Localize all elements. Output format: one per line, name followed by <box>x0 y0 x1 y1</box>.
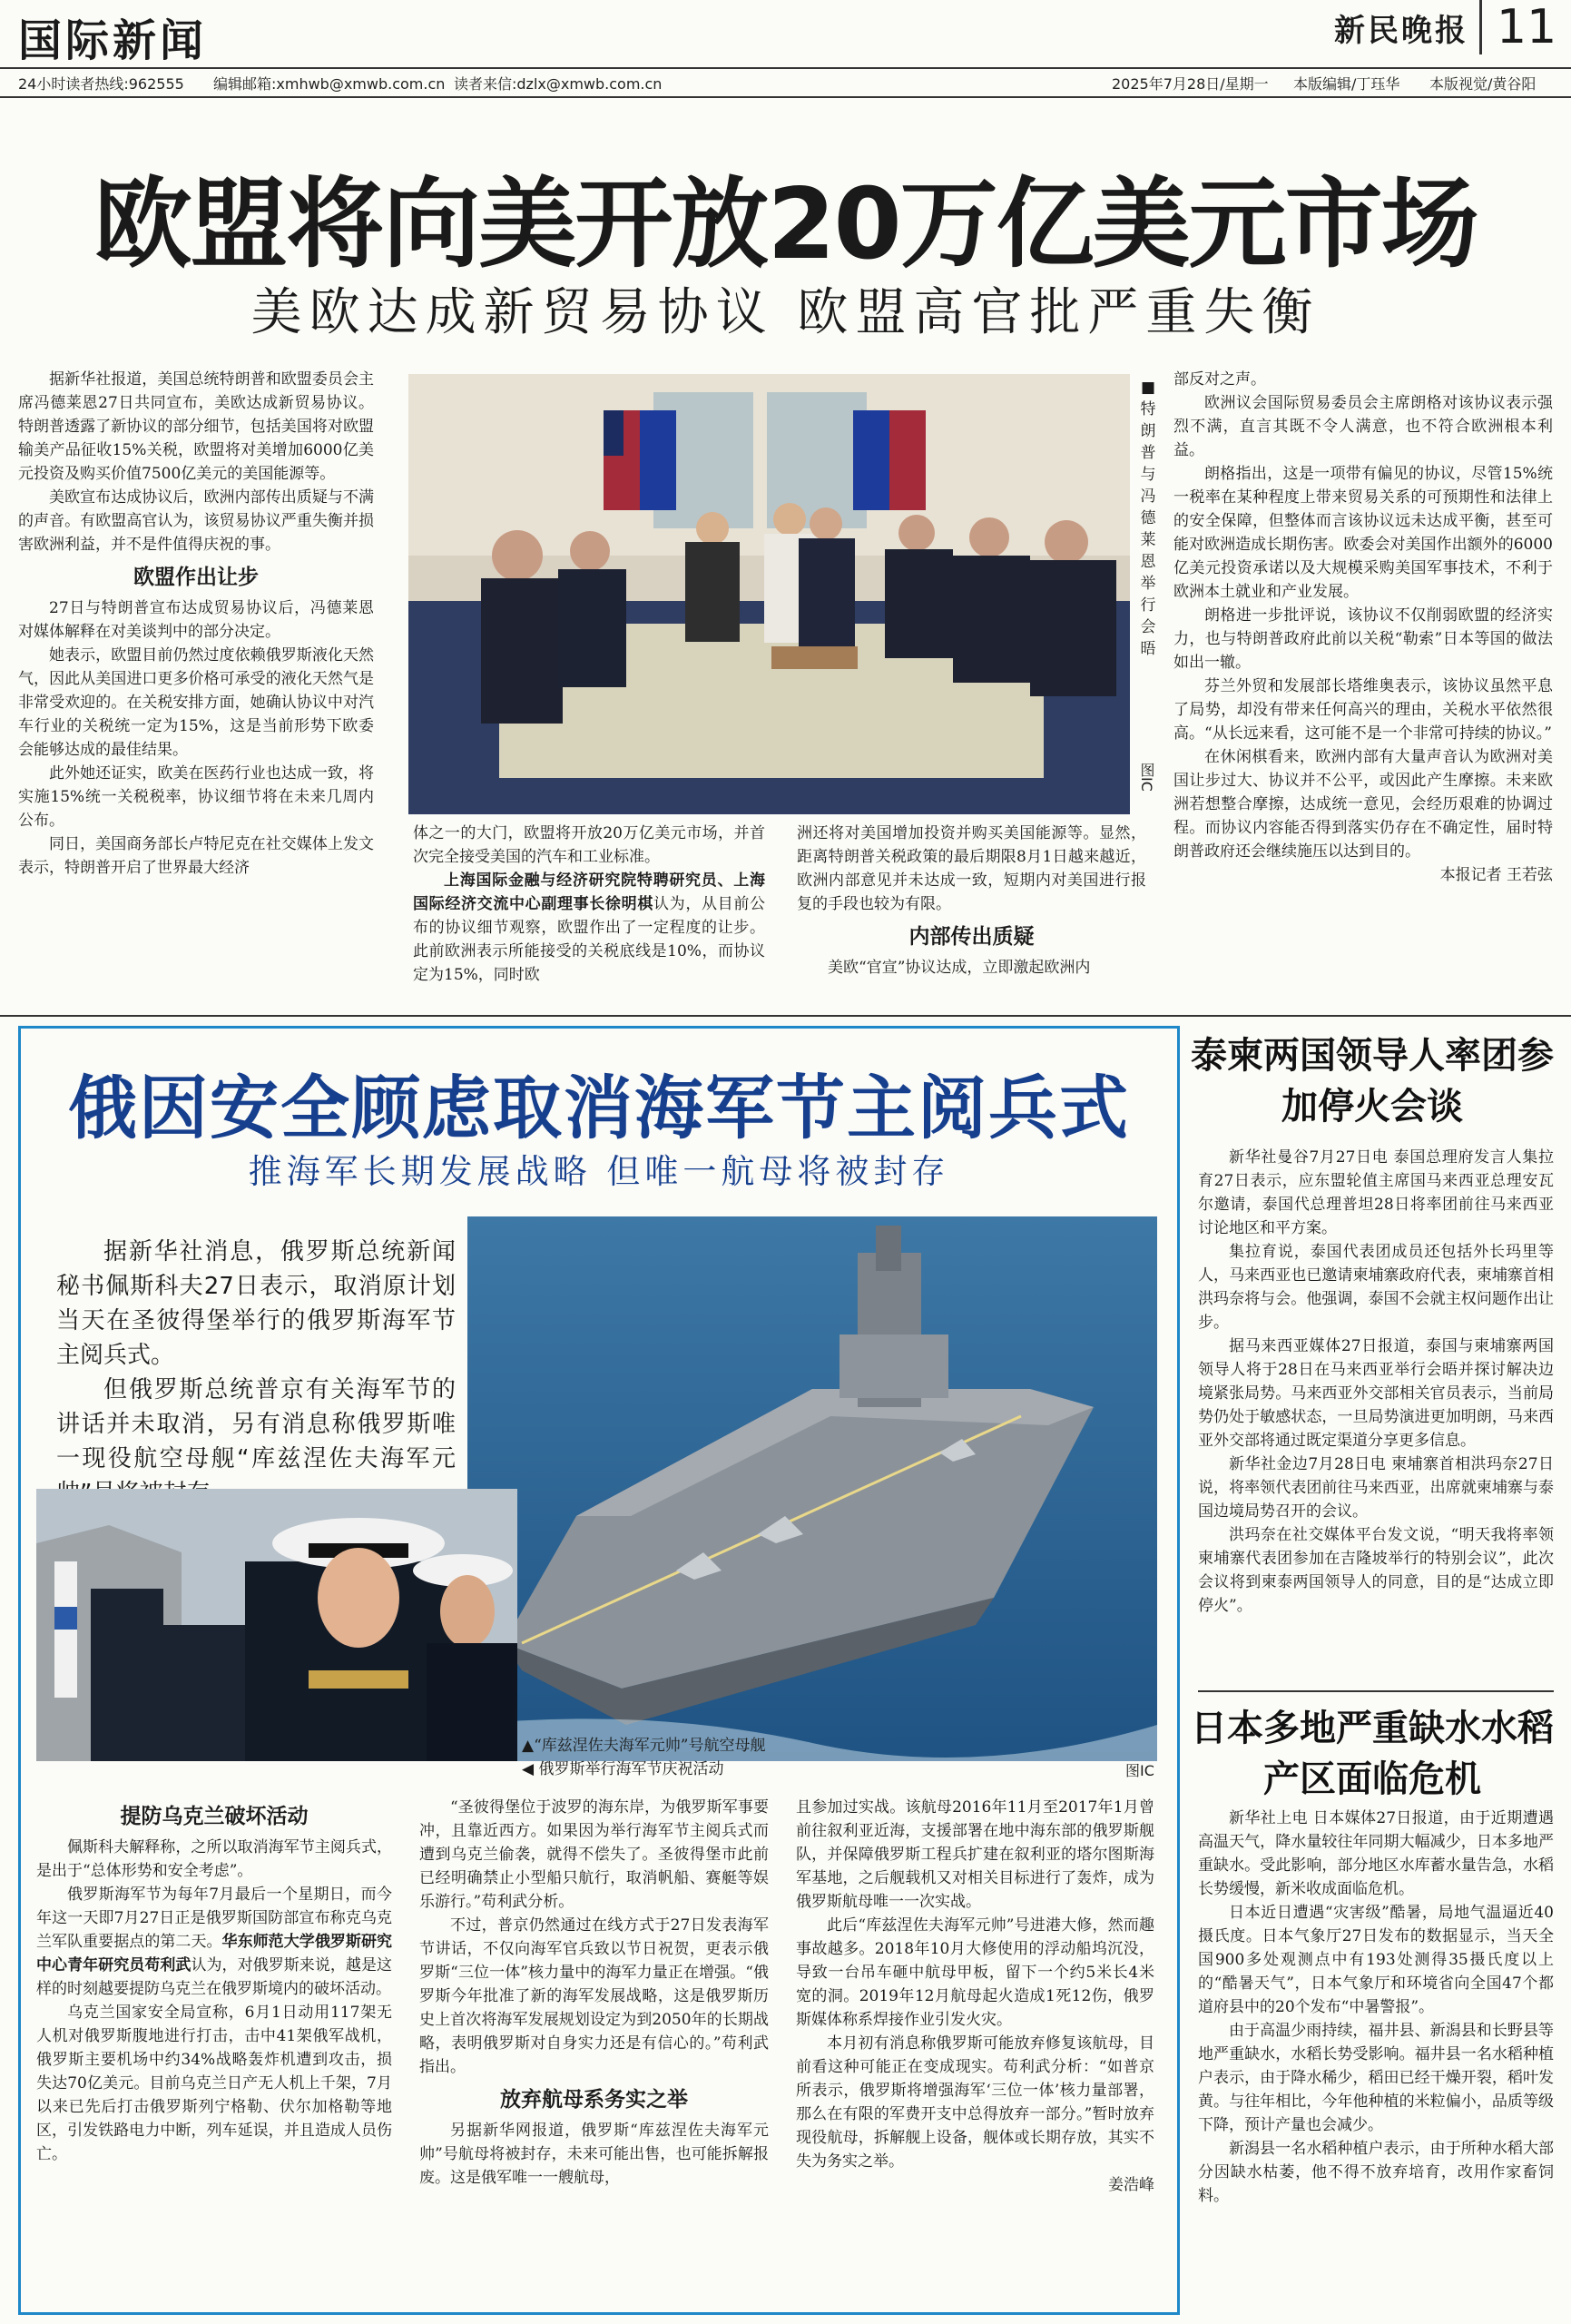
paragraph: 美欧“官宣”协议达成，立即激起欧洲内 <box>828 959 1091 977</box>
photo1-caption <box>1136 377 1160 660</box>
caption-marker-icon: ■ <box>1140 379 1156 397</box>
story2-column-3 <box>796 1796 1154 2304</box>
paragraph: 芬兰外贸和发展部长塔维奥表示，该协议虽然平息了局势，却没有带来任何高兴的理由，关税水平依然很高。“从长远来看，这可能不是一个非常可持续的协议。” <box>1173 677 1553 743</box>
reporter-byline: 本报记者 王若弦 <box>1439 866 1553 884</box>
story3-headline: 泰柬两国领导人率团参加停火会谈 <box>1191 1035 1554 1128</box>
edit-email: 编辑邮箱:xmhwb@xmwb.com.cn <box>213 75 446 93</box>
paragraph: 此后“库兹涅佐夫海军元帅”号进港大修，然而趣事故越多。2018年10月大修使用的浮动船坞沉没，导致一台吊车砸中航母甲板，留下一个约5米长4米宽的洞。2019年12月航母起火造成1死12伤，俄罗斯媒体称系焊接作业引发火灾。 <box>796 1916 1154 2029</box>
page-editor: 本版编辑/丁珏华 <box>1293 75 1400 93</box>
story3-headline-block <box>1191 1030 1554 1132</box>
paragraph: 佩斯科夫解释称，之所以取消海军节主阅兵式，是出于“总体形势和安全考虑”。 <box>36 1838 392 1880</box>
paragraph: 另据新华网报道，俄罗斯“库兹涅佐夫海军元帅”号航母将被封存，未来可能出售，也可能拆解报废。这是俄军唯一一艘航母， <box>419 2122 769 2187</box>
page-number: 11 <box>1479 0 1556 54</box>
paragraph: 同日，美国商务部长卢特尼克在社交媒体上发文表示，特朗普开启了世界最大经济 <box>18 835 374 877</box>
aircraft-carrier-photo <box>467 1216 1157 1761</box>
expert-quote: 认为，从目前公布的协议细节观察，欧盟作出了一定程度的让步。此前欧洲表示所能接受的关税底线是10%，而协议定为15%，同时欧 <box>413 895 765 984</box>
lead-paragraph: 据新华社消息，俄罗斯总统新闻秘书佩斯科夫27日表示，取消原计划当天在圣彼得堡举行的俄罗斯海军节主阅兵式。 <box>56 1238 456 1369</box>
story4-body <box>1198 1807 1554 2315</box>
paragraph: 由于高温少雨持续，福井县、新潟县和长野县等地严重缺水，水稻长势受影响。福井县一名水稻种植户表示，由于降水稀少，稻田已经干燥开裂，稻叶发黄。与往年相比，今年他种植的米粒偏小，品质等级下降，预计产量也会减少。 <box>1198 2022 1554 2134</box>
expert-name: 华东师范大学俄罗斯研究中心青年研究员苟利武 <box>36 1933 392 1974</box>
paragraph: 日本近日遭遇“灾害级”酷暑，局地气温逼近40摄氏度。日本气象厅27日发布的数据显示，当天全国900多处观测点中有193处测得35摄氏度以上的“酷暑天气”，日本气象厅和环境省向全国47个都道府县中的20个发布“中暑警报”。 <box>1198 1904 1554 2016</box>
story2-byline: 姜浩峰 <box>1108 2176 1154 2194</box>
main-subheadline: 美欧达成新贸易协议 欧盟高官批严重失衡 <box>250 283 1321 342</box>
paragraph: 在休闲棋看来，欧洲内部有大量声音认为欧洲对美国让步过大、协议并不公平，或因此产生摩擦。未来欧洲若想整合摩擦，达成统一意见，会经历艰难的协调过程。而协议内容能否得到落实仍存在不确定性，届时特朗普政府还会继续施压以达到目的。 <box>1173 748 1553 861</box>
paragraph: 且参加过实战。该航母2016年11月至2017年1月曾前往叙利亚近海，支援部署在地中海东部的俄罗斯舰队，并保障俄罗斯工程兵扩建在叙利亚的塔尔图斯海军基地，之后舰载机又对相关目标进行了轰炸，成为俄罗斯航母唯一一次实战。 <box>796 1798 1154 1911</box>
paragraph: 朗格指出，这是一项带有偏见的协议，尽管15%统一税率在某种程度上带来贸易关系的可预期性和法律上的安全保障，但整体而言该协议远未达成平衡，甚至可能对欧洲造成长期伤害。欧委会对美国作出额外的6000亿美元投资承诺以及大规模采购美国军事技术，不利于欧洲本土就业和产业发展。 <box>1173 465 1553 601</box>
story4-headline: 日本多地严重缺水水稻产区面临危机 <box>1191 1708 1554 1800</box>
photo2-credit: 图IC <box>1125 1762 1154 1779</box>
carrier-caption: ▲“库兹涅佐夫海军元帅”号航空母舰 <box>522 1737 766 1755</box>
reader-email: 读者来信:dzlx@xmwb.com.cn <box>454 75 663 93</box>
story-divider <box>0 1015 1571 1017</box>
expert-quote: 认为，对俄罗斯来说，越是这样的时刻越要提防乌克兰在俄罗斯境内的破坏活动。 <box>36 1956 392 1998</box>
paragraph: 新华社金边7月28日电 柬埔寨首相洪玛奈27日说，将率领代表团前往马来西亚，出席就柬埔寨与泰国边境局势召开的会议。 <box>1198 1455 1554 1521</box>
paragraph: 洪玛奈在社交媒体平台发文说，“明天我将率领柬埔寨代表团参加在吉隆坡举行的特别会议”，此次会议将到柬泰两国领导人的同意，目的是“达成立即停火”。 <box>1198 1526 1554 1615</box>
paragraph: 乌克兰国家安全局宣称，6月1日动用117架无人机对俄罗斯腹地进行打击，击中41架俄军战机，俄罗斯主要机场中约34%战略轰炸机遭到攻击，损失达70亿美元。目前乌克兰日产无人机上千架，7月以来已先后打击俄罗斯列宁格勒、伏尔加格勒等地区，引发铁路电力中断，列车延误，并且造成人员伤亡。 <box>36 2004 392 2163</box>
paragraph: 集拉育说，泰国代表团成员还包括外长玛里等人，马来西亚也已邀请柬埔寨政府代表，柬埔寨首相洪玛奈将与会。他强调，泰国不会就主权问题作出让步。 <box>1198 1243 1554 1332</box>
paragraph: “圣彼得堡位于波罗的海东岸，为俄罗斯军事要冲，且靠近西方。如果因为举行海军节主阅兵式而遭到乌克兰偷袭，就得不偿失了。圣彼得堡市此前已经明确禁止小型船只航行，取消帆船、赛艇等娱乐游行。”苟利武分析。 <box>419 1798 769 1911</box>
lead-paragraph: 但俄罗斯总统普京有关海军节的讲话并未取消，另有消息称俄罗斯唯一现役航空母舰“库兹涅佐夫海军元 <box>56 1376 456 1472</box>
story2-headline: 俄因安全顾虑取消海军节主阅兵式 <box>68 1068 1130 1148</box>
story2-column-1 <box>36 1796 392 2304</box>
paragraph <box>36 1883 392 2001</box>
paragraph: 朗格进一步批评说，该协议不仅削弱欧盟的经济实力，也与特朗普政府此前以关税“勒索”日本等国的做法如出一辙。 <box>1173 606 1553 672</box>
story1-column-1 <box>18 368 374 994</box>
parade-caption: ◀ 俄罗斯举行海军节庆祝活动 <box>522 1760 724 1778</box>
paragraph: 新华社曼谷7月27日电 泰国总理府发言人集拉育27日表示，应东盟轮值主席国马来西亚总理安瓦尔邀请，泰国代总理普坦28日将率团前往马来西亚讨论地区和平方案。 <box>1198 1148 1554 1237</box>
paragraph: 本月初有消息称俄罗斯可能放弃修复该航母，目前看这种可能正在变成现实。苟利武分析：“如普京所表示，俄罗斯将增强海军‘三位一体’核力量部署，那么在有限的军费开支中总得放弃一部分。”暂时放弃现役航母，拆解舰上设备，舰体或长期存放，其实不失为务实之举。 <box>796 2034 1154 2171</box>
paragraph: 据马来西亚媒体27日报道，泰国与柬埔寨两国领导人将于28日在马来西亚举行会晤并探讨解决边境紧张局势。马来西亚外交部相关官员表示，当前局势仍处于敏感状态，一旦局势演进更加明朗，马来西亚外交部将通过既定渠道分享更多信息。 <box>1198 1337 1554 1450</box>
subhead: 内部传出质疑 <box>908 925 1035 949</box>
reader-hotline: 24小时读者热线:962555 <box>18 75 184 93</box>
story2-column-2 <box>419 1796 769 2304</box>
paragraph: 她表示，欧盟目前仍然过度依赖俄罗斯液化天然气，因此从美国进口更多价格可承受的液化天然气是非常受欢迎的。在关税安排方面，她确认协议中对汽车行业的关税统一定为15%，这是当前形势下欧委会能够达成的最佳结果。 <box>18 646 374 759</box>
paragraph: 27日与特朗普宣布达成贸易协议后，冯德莱恩对媒体解释在对美谈判中的部分决定。 <box>18 599 374 641</box>
photo2-captions <box>522 1734 765 1781</box>
story3-body <box>1198 1146 1554 1681</box>
section-title: 国际新闻 <box>18 15 208 66</box>
paragraph <box>413 869 765 987</box>
trump-vonderleyen-photo <box>408 374 1130 814</box>
paragraph: 洲还将对美国增加投资并购买美国能源等。显然，距离特朗普关税政策的最后期限8月1日越来越近，欧洲内部意见并未达成一致，短期内对美国进行报复的手段也较为有限。 <box>797 824 1146 913</box>
expert-name: 上海国际金融与经济研究院特聘研究员、上海国际经济交流中心副理事长徐明棋 <box>413 872 765 913</box>
story4-headline-block <box>1191 1703 1554 1805</box>
paragraph: 新潟县一名水稻种植户表示，由于所种水稻大部分因缺水枯萎，他不得不放弃培育，改用作家畜饲料。 <box>1198 2140 1554 2205</box>
story1-column-3 <box>797 822 1146 994</box>
paragraph: 美欧宣布达成协议后，欧洲内部传出质疑与不满的声音。有欧盟高官认为，该贸易协议严重失衡并损害欧洲利益，并不是件值得庆祝的事。 <box>18 488 374 554</box>
issue-date: 2025年7月28日/星期一 <box>1112 75 1269 93</box>
paragraph: 此外她还证实，欧美在医药行业也达成一致，将实施15%统一关税税率，协议细节将在未来几周内公布。 <box>18 764 374 830</box>
info-rule <box>0 96 1571 98</box>
story1-column-2 <box>413 822 765 994</box>
story1-column-4 <box>1173 368 1553 999</box>
subhead: 提防乌克兰破坏活动 <box>120 1805 309 1828</box>
subhead: 欧盟作出让步 <box>133 566 259 589</box>
story2-lead <box>56 1235 456 1511</box>
paragraph: 据新华社报道，美国总统特朗普和欧盟委员会主席冯德莱恩27日共同宣布，美欧达成新贸易协议。特朗普透露了新协议的部分细节，包括美国将对欧盟输美产品征收15%关税，欧盟将对美增加6000亿美元投资及购买价值7500亿美元的美国能源等。 <box>18 370 374 483</box>
navy-day-parade-photo <box>36 1489 517 1761</box>
subhead: 放弃航母系务实之举 <box>500 2088 688 2112</box>
page-designer: 本版视觉/黄谷阳 <box>1429 75 1537 93</box>
photo1-credit: 图IC <box>1138 763 1155 792</box>
newspaper-name: 新民晚报 <box>1334 13 1468 49</box>
paragraph: 欧洲议会国际贸易委员会主席朗格对该协议表示强烈不满，直言其既不令人满意，也不符合欧洲根本利益。 <box>1173 394 1553 459</box>
side-divider <box>1198 1690 1554 1692</box>
paragraph-text: 俄罗斯海军节为每年7月最后一个星期日，而今年这一天即7月27日正是俄罗斯国防部宣布称克乌克兰军队重要据点的第二天。 <box>36 1886 392 1951</box>
top-rule <box>0 67 1571 69</box>
paragraph: 不过，普京仍然通过在线方式于27日发表海军节讲话，不仅向海军官兵致以节日祝贺，更表示俄罗斯“三位一体”核力量中的海军力量正在增强。“俄罗斯今年批准了新的海军发展战略，这是俄罗斯历史上首次将海军发展规划设定为到2050年的长期战略，表明俄罗斯对自身实力还是有信心的。”苟利武指出。 <box>419 1916 769 2076</box>
paragraph: 体之一的大门，欧盟将开放20万亿美元市场，并首次完全接受美国的汽车和工业标准。 <box>413 824 765 866</box>
paragraph: 新华社上电 日本媒体27日报道，由于近期遭遇高温天气，降水量较往年同期大幅减少，日本多地严重缺水。受此影响，部分地区水库蓄水量告急，水稻长势缓慢，新米收成面临危机。 <box>1198 1809 1554 1898</box>
caption-text: 特朗普与冯德莱恩举行会晤 <box>1140 400 1156 658</box>
paragraph: 部反对之声。 <box>1173 370 1266 389</box>
main-headline: 欧盟将向美开放20万亿美元市场 <box>93 168 1478 281</box>
story2-subheadline: 推海军长期发展战略 但唯一航母将被封存 <box>248 1152 950 1191</box>
